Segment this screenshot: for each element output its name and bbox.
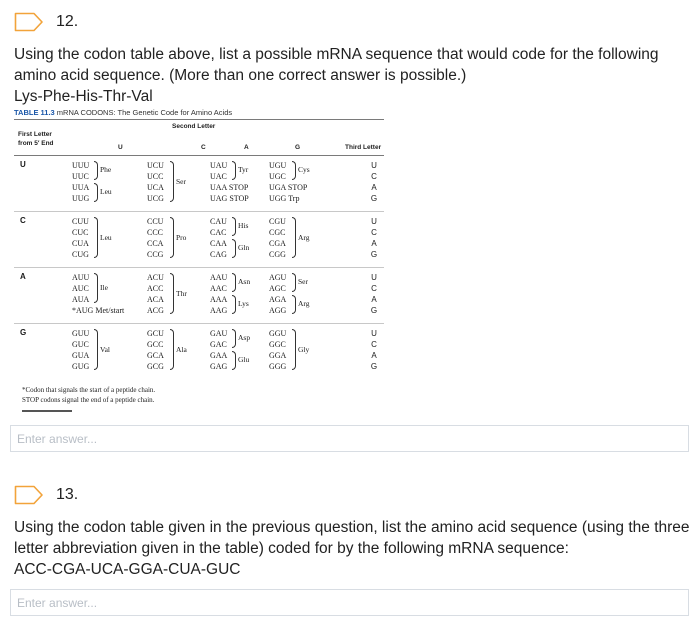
brace (292, 217, 296, 258)
brace (292, 273, 296, 292)
row-rule (14, 267, 384, 268)
codon-table (14, 108, 384, 414)
first-letter-c: C (20, 216, 26, 225)
flag-outline-icon[interactable] (14, 485, 44, 505)
copyright-mark (22, 410, 72, 412)
codon: ACA (147, 295, 164, 304)
codon: CGG (269, 250, 286, 259)
amino-acid-label: Arg (298, 233, 310, 242)
codon: UCC (147, 172, 164, 181)
codon: UCG (147, 194, 164, 203)
codon: GGU (269, 329, 287, 338)
amino-acid-label: Ser (176, 177, 186, 186)
codon-cell-cc (147, 216, 163, 260)
brace (292, 329, 296, 370)
question-12-number: 12. (56, 13, 79, 30)
column-header-g: G (295, 144, 301, 151)
codon: AAU (210, 273, 228, 282)
question-13-answer-input[interactable] (11, 590, 688, 615)
codon: UAA STOP (210, 183, 249, 192)
row-rule (14, 323, 384, 324)
flag-outline-icon[interactable] (14, 12, 44, 32)
brace (232, 217, 236, 236)
codon: AAG (210, 306, 228, 315)
codon: GCU (147, 329, 164, 338)
amino-acid-label: Ser (298, 277, 308, 286)
codon: UAU (210, 161, 228, 170)
caption-text: mRNA CODONS: The Genetic Code for Amino Acids (54, 108, 233, 117)
first-letter-a: A (20, 272, 26, 281)
row-rule (14, 211, 384, 212)
amino-acid-label: Ala (176, 345, 187, 354)
header-rule (14, 155, 384, 156)
codon: AGC (269, 284, 286, 293)
codon: UUA (72, 183, 90, 192)
codon: CGA (269, 239, 286, 248)
stop-codon-note: STOP codons signal the end of a peptide chain. (22, 396, 155, 404)
codon: AGG (269, 306, 287, 315)
amino-acid-label: Leu (100, 233, 112, 242)
brace (232, 351, 236, 370)
codon-cell-ca (210, 216, 227, 260)
codon: CAA (210, 239, 227, 248)
amino-acid-label: Asp (238, 333, 251, 342)
codon: GAC (210, 340, 227, 349)
codon: AUC (72, 284, 89, 293)
codon: UAG STOP (210, 194, 249, 203)
codon: GCG (147, 362, 164, 371)
brace (170, 273, 174, 314)
third-letter: G (370, 306, 378, 315)
codon: CUG (72, 250, 89, 259)
column-header-u: U (118, 144, 123, 151)
codon: AGA (269, 295, 287, 304)
codon: UGA STOP (269, 183, 308, 192)
first-letter-g: G (20, 328, 27, 337)
codon: CCG (147, 250, 164, 259)
codon: CUA (72, 239, 89, 248)
codon-cell-aa (210, 272, 227, 316)
codon: CGC (269, 228, 286, 237)
brace (232, 161, 236, 180)
codon-cell-uu (72, 160, 89, 204)
third-letter: C (371, 340, 377, 349)
third-letter: C (371, 284, 377, 293)
amino-acid-label: Phe (100, 165, 112, 174)
brace (94, 217, 98, 258)
brace (232, 329, 236, 348)
codon: GGG (269, 362, 287, 371)
amino-acid-label: Val (100, 345, 110, 354)
start-codon-note: *Codon that signals the start of a peptide chain. (22, 386, 156, 394)
third-letter-column (368, 328, 380, 372)
codon: ACU (147, 273, 164, 282)
column-header-c: C (201, 144, 206, 151)
second-letter-header: Second Letter (172, 123, 216, 130)
question-13-answer-box[interactable] (10, 589, 689, 616)
third-letter: A (371, 183, 377, 192)
question-12-answer-box[interactable] (10, 425, 689, 452)
question-13-sequence: ACC-CGA-UCA-GGA-CUA-GUC (14, 561, 241, 578)
codon: CCU (147, 217, 164, 226)
codon: CAU (210, 217, 227, 226)
question-13-prompt: Using the codon table given in the previous question, list the amino acid sequence (using the three letter abbreviation given in the table) coded for by the following mRNA sequence: (14, 519, 690, 557)
codon: CCC (147, 228, 164, 237)
brace (292, 295, 296, 314)
codon: UUG (72, 194, 90, 203)
first-letter-header: First Letter (18, 131, 52, 138)
amino-acid-label: Ile (100, 283, 108, 292)
question-13-header (14, 485, 78, 505)
codon: GCA (147, 351, 164, 360)
codon: UAC (210, 172, 227, 181)
codon: UGC (269, 172, 286, 181)
codon-cell-ag (269, 272, 286, 316)
codon: ACG (147, 306, 164, 315)
brace (94, 161, 98, 180)
amino-acid-label: Asn (238, 277, 251, 286)
codon: UGU (269, 161, 287, 170)
amino-acid-label: Arg (298, 299, 310, 308)
codon: GUA (72, 351, 90, 360)
third-letter: C (371, 172, 377, 181)
codon: AGU (269, 273, 287, 282)
codon-cell-gc (147, 328, 164, 372)
codon: AAA (210, 295, 228, 304)
codon: GGA (269, 351, 287, 360)
codon-cell-ga (210, 328, 227, 372)
codon-cell-ac (147, 272, 164, 316)
third-letter: U (371, 161, 377, 170)
brace (170, 161, 174, 202)
codon-cell-au (72, 272, 124, 316)
codon-cell-cu (72, 216, 89, 260)
amino-acid-label: Pro (176, 233, 187, 242)
third-letter-column (368, 272, 380, 316)
amino-acid-label: His (238, 221, 249, 230)
column-header-a: A (244, 144, 249, 151)
codon: CAC (210, 228, 227, 237)
table-top-rule (14, 119, 384, 120)
question-13-text (14, 517, 690, 580)
question-12-header (14, 12, 78, 32)
third-letter-header: Third Letter (345, 144, 382, 151)
third-letter: U (371, 273, 377, 282)
codon: GUC (72, 340, 89, 349)
third-letter: A (371, 295, 377, 304)
codon: ACC (147, 284, 164, 293)
brace (232, 295, 236, 314)
caption-label: TABLE 11.3 (14, 108, 55, 117)
codon: CUC (72, 228, 89, 237)
codon: UUU (72, 161, 90, 170)
third-letter: A (371, 239, 377, 248)
codon-cell-cg (269, 216, 286, 260)
question-12-answer-input[interactable] (11, 426, 688, 451)
codon: GUG (72, 362, 90, 371)
question-13-number: 13. (56, 486, 79, 503)
codon: CUU (72, 217, 89, 226)
question-12-sequence: Lys-Phe-His-Thr-Val (14, 88, 153, 105)
codon: CGU (269, 217, 286, 226)
codon: GGC (269, 340, 286, 349)
brace (94, 273, 98, 303)
codon: CCA (147, 239, 164, 248)
codon: UUC (72, 172, 89, 181)
codon: GAG (210, 362, 228, 371)
amino-acid-label: Cys (298, 165, 310, 174)
codon: UCA (147, 183, 164, 192)
codon: *AUG Met/start (72, 306, 125, 315)
codon: UGG Trp (269, 194, 300, 203)
first-letter-sub: from 5′ End (18, 140, 54, 147)
amino-acid-label: Gly (298, 345, 310, 354)
brace (94, 329, 98, 370)
amino-acid-label: Thr (176, 289, 187, 298)
codon: GAU (210, 329, 228, 338)
third-letter-column (368, 160, 380, 204)
brace (170, 217, 174, 258)
codon: GCC (147, 340, 164, 349)
amino-acid-label: Leu (100, 187, 112, 196)
codon: GAA (210, 351, 228, 360)
third-letter: G (370, 362, 378, 371)
brace (292, 161, 296, 180)
codon-cell-uc (147, 160, 164, 204)
amino-acid-label: Lys (238, 299, 249, 308)
amino-acid-label: Gln (238, 243, 250, 252)
third-letter-column (368, 216, 380, 260)
codon: CAG (210, 250, 227, 259)
brace (94, 183, 98, 202)
third-letter: G (370, 250, 378, 259)
third-letter: U (371, 329, 377, 338)
amino-acid-label: Tyr (238, 165, 249, 174)
codon: AUA (72, 295, 90, 304)
first-letter-u: U (20, 160, 26, 169)
third-letter: A (371, 351, 377, 360)
amino-acid-label: Glu (238, 355, 250, 364)
brace (232, 273, 236, 292)
brace (232, 239, 236, 258)
codon-cell-gu (72, 328, 89, 372)
codon: GUU (72, 329, 90, 338)
brace (170, 329, 174, 370)
third-letter: C (371, 228, 377, 237)
codon: AUU (72, 273, 90, 282)
codon: UCU (147, 161, 164, 170)
question-12-text (14, 44, 690, 107)
question-12-prompt: Using the codon table above, list a possible mRNA sequence that would code for the following amino acid sequence. (More than one correct answer is possible.) (14, 46, 659, 84)
third-letter: U (371, 217, 377, 226)
codon-cell-gg (269, 328, 286, 372)
codon-table-caption (14, 108, 232, 117)
codon: AAC (210, 284, 227, 293)
third-letter: G (370, 194, 378, 203)
